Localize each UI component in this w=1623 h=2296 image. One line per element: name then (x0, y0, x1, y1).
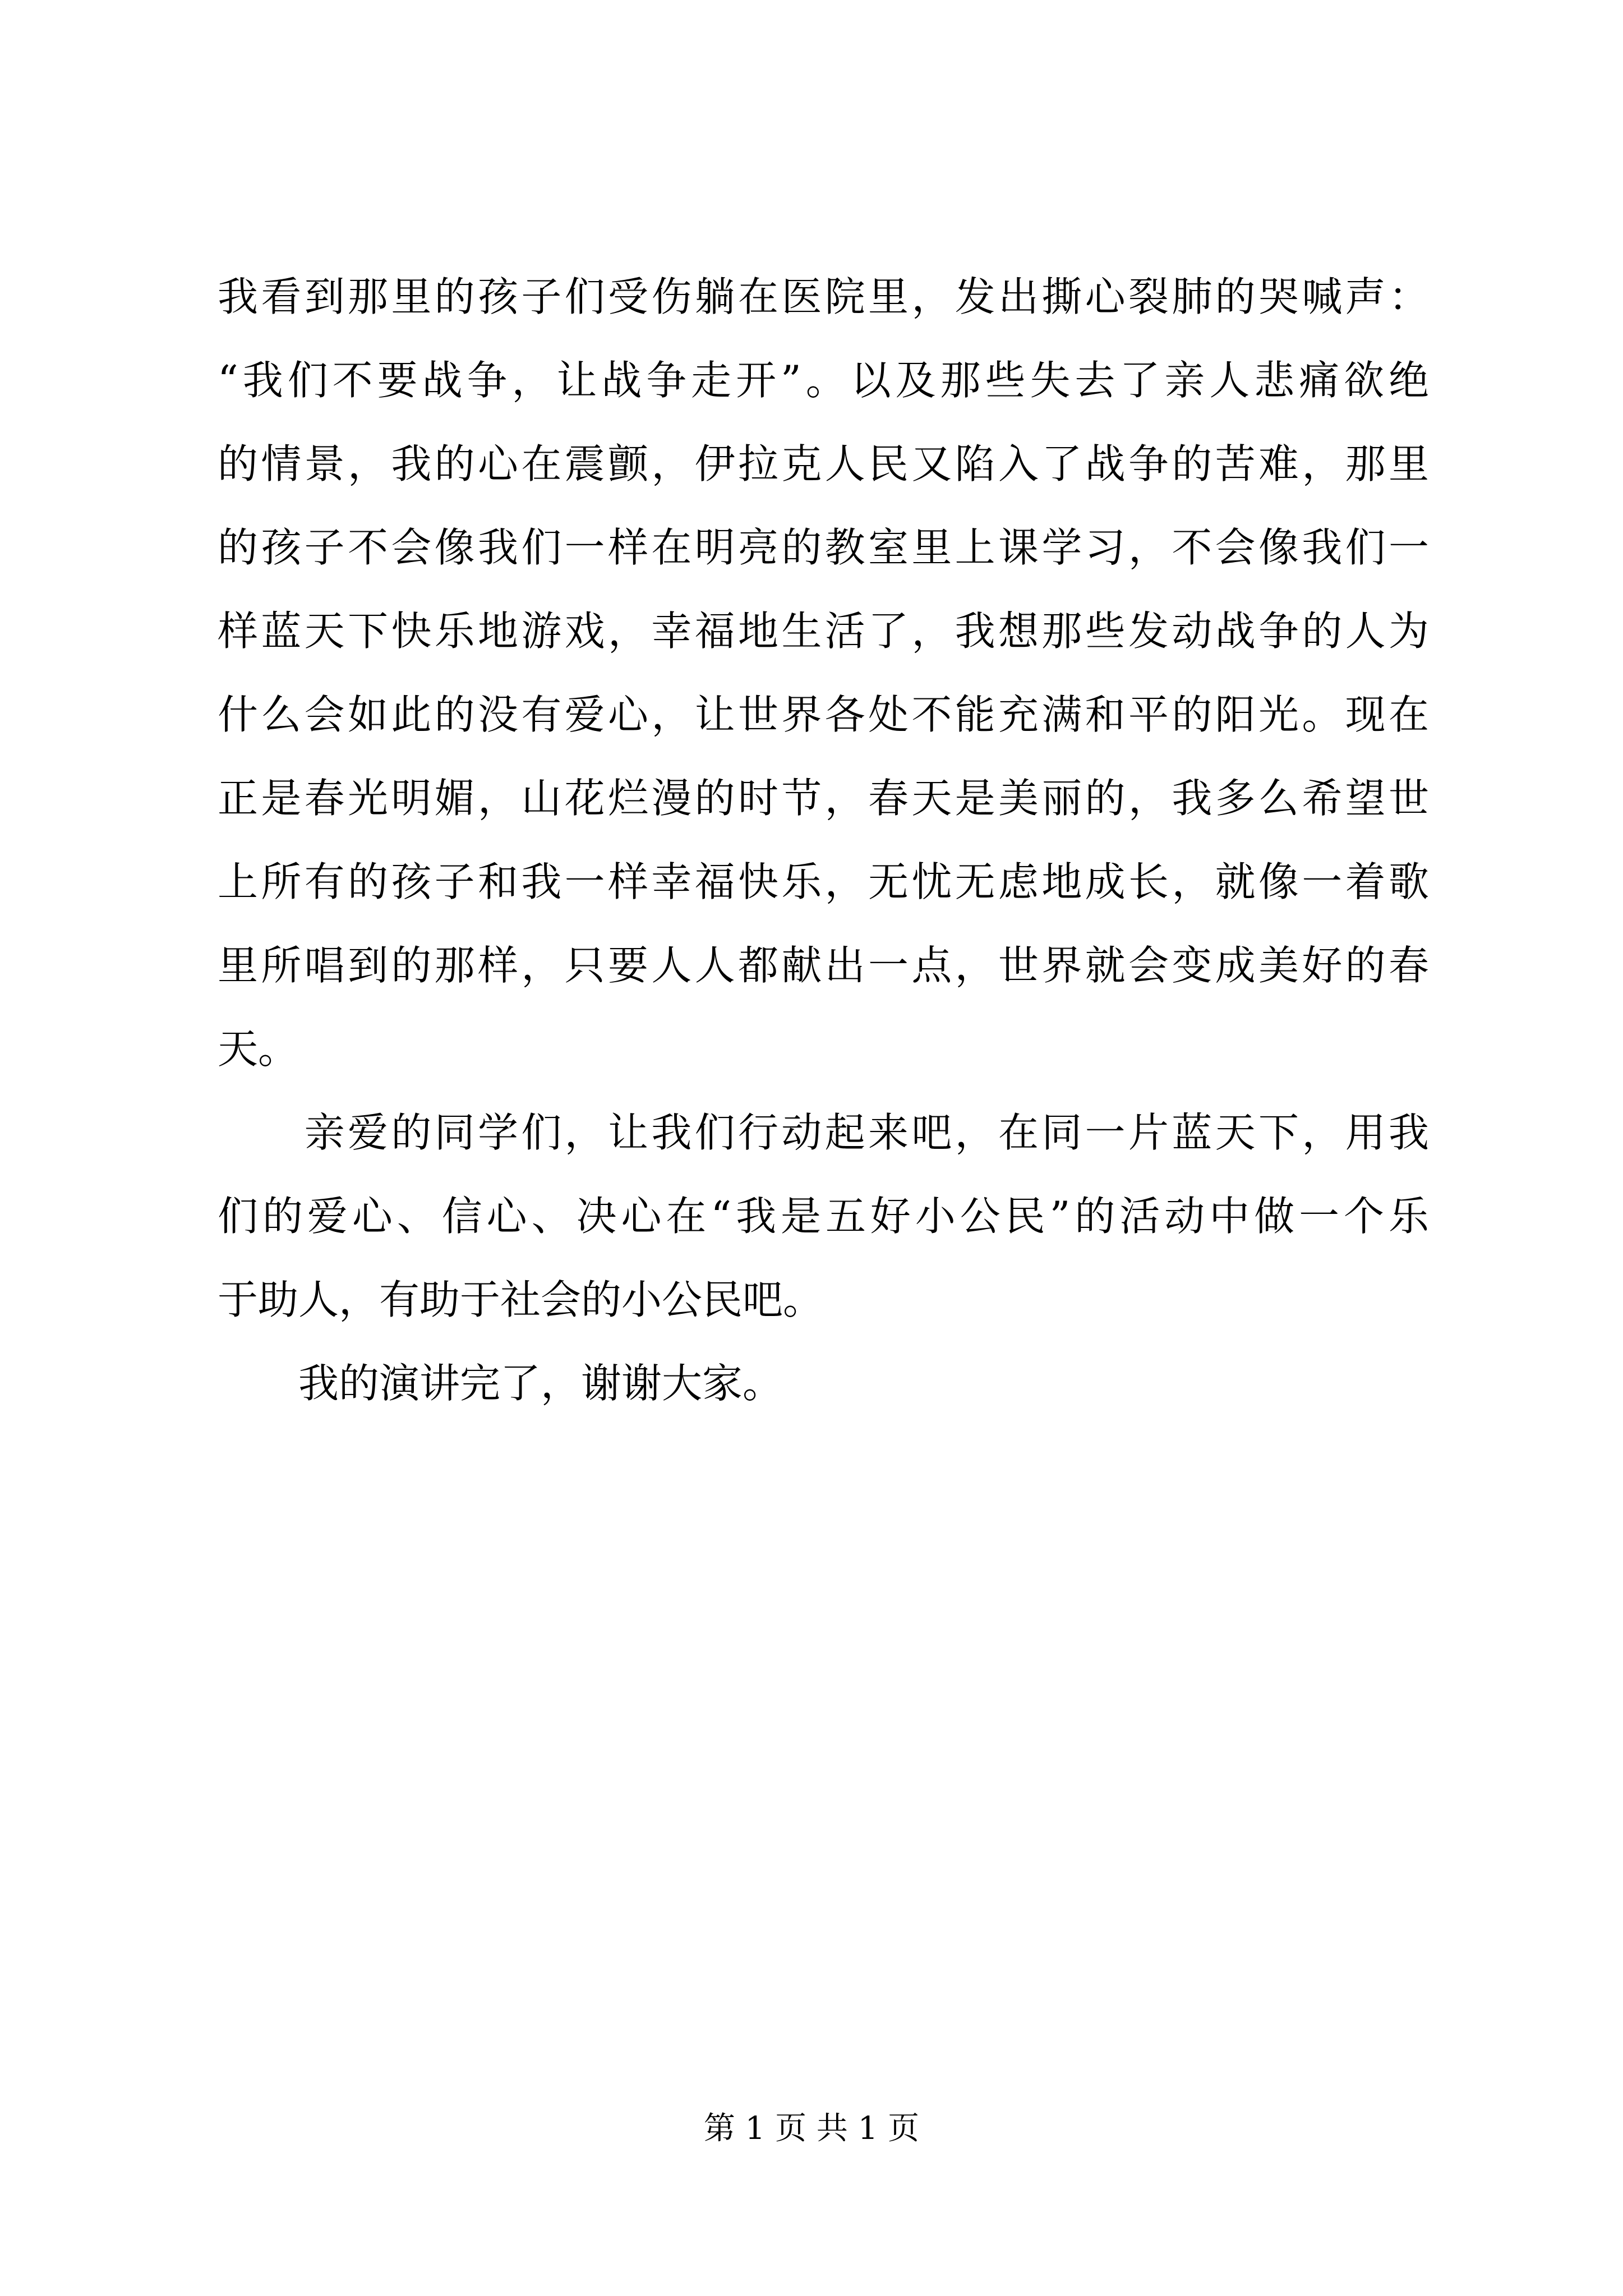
text-line: 于助人，有助于社会的小公民吧。 (218, 1276, 824, 1323)
text-line: 我看到那里的孩子们受伤躺在医院里，发出撕心裂肺的哭喊声： (218, 273, 1429, 320)
text-line: 正是春光明媚，山花烂漫的时节，春天是美丽的，我多么希望世 (218, 775, 1429, 822)
text-line: 里所唱到的那样，只要人人都献出一点，世界就会变成美好的春 (218, 942, 1429, 989)
text-line: 们的爱心、信心、决心在“我是五好小公民”的活动中做一个乐 (218, 1193, 1429, 1240)
text-line: 的孩子不会像我们一样在明亮的教室里上课学习，不会像我们一 (218, 524, 1429, 571)
text-line: “我们不要战争，让战争走开”。以及那些失去了亲人悲痛欲绝 (218, 357, 1429, 404)
text-line: 的情景，我的心在震颤，伊拉克人民又陷入了战争的苦难，那里 (218, 440, 1429, 487)
text-line: 天。 (218, 1025, 299, 1073)
text-line: 什么会如此的没有爱心，让世界各处不能充满和平的阳光。现在 (218, 691, 1429, 738)
page-footer (0, 2106, 1623, 2151)
text-line: 亲爱的同学们，让我们行动起来吧，在同一片蓝天下，用我 (218, 1109, 1429, 1156)
text-line: 我的演讲完了，谢谢大家。 (218, 1360, 783, 1407)
text-line: 样蓝天下快乐地游戏，幸福地生活了，我想那些发动战争的人为 (218, 608, 1429, 655)
page-number-label: 第 1 页 共 1 页 (703, 2110, 920, 2147)
text-line: 上所有的孩子和我一样幸福快乐，无忧无虑地成长，就像一着歌 (218, 858, 1429, 905)
body-text (218, 255, 1429, 1425)
